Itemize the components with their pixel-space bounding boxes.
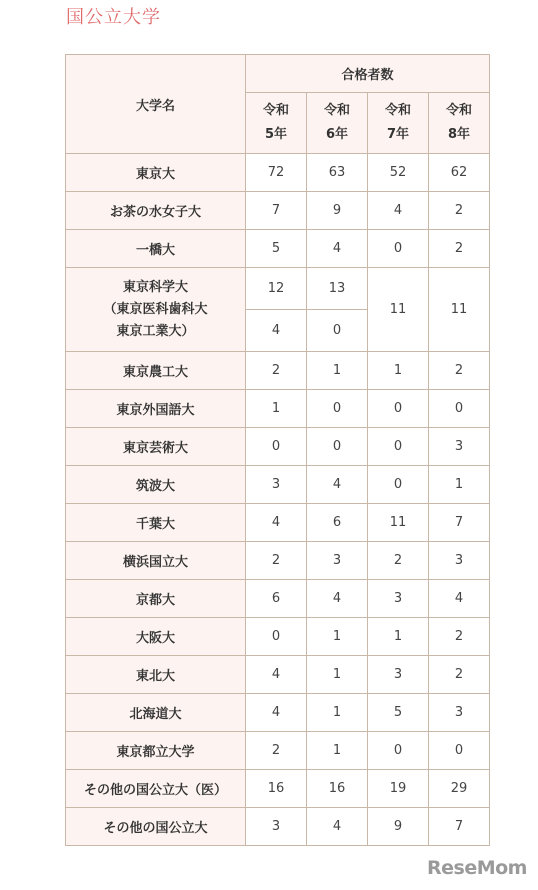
count-cell: 3: [429, 428, 490, 466]
count-cell: 3: [368, 656, 429, 694]
university-name: お茶の水女子大: [66, 192, 246, 230]
count-cell: 0: [368, 732, 429, 770]
count-cell: 0: [307, 310, 368, 352]
table-row: [66, 580, 490, 618]
university-name: 一橋大: [66, 230, 246, 268]
header-row: [66, 55, 490, 93]
table-row: [66, 504, 490, 542]
year-number: 5年: [264, 127, 288, 142]
university-name: 東北大: [66, 656, 246, 694]
count-cell: 3: [429, 542, 490, 580]
table-row: [66, 808, 490, 846]
count-cell: 29: [429, 770, 490, 808]
count-cell: 5: [368, 694, 429, 732]
count-cell: 12: [246, 268, 307, 310]
count-cell: 52: [368, 154, 429, 192]
university-name: 東京外国語大: [66, 390, 246, 428]
year-era: 令和: [262, 103, 289, 118]
count-cell: 0: [368, 230, 429, 268]
university-name: 筑波大: [66, 466, 246, 504]
count-cell: 1: [307, 732, 368, 770]
university-name-line: （東京医科歯科大: [103, 301, 208, 317]
year-era: 令和: [384, 103, 411, 118]
count-cell: 1: [307, 656, 368, 694]
header-pass-count: 合格者数: [246, 55, 490, 93]
count-cell: 11: [368, 504, 429, 542]
count-cell: 4: [246, 310, 307, 352]
count-cell: 7: [246, 192, 307, 230]
count-cell: 3: [246, 466, 307, 504]
count-cell: 2: [429, 656, 490, 694]
count-cell: 2: [368, 542, 429, 580]
university-name: その他の国公立大（医）: [66, 770, 246, 808]
count-cell: 9: [368, 808, 429, 846]
count-cell: 0: [246, 428, 307, 466]
header-year: [246, 93, 307, 154]
header-university: 大学名: [66, 55, 246, 154]
university-name-line: 東京工業大）: [116, 323, 195, 339]
table-row: [66, 192, 490, 230]
year-number: 7年: [386, 127, 410, 142]
resemom-logo: ReseMom: [427, 857, 527, 879]
table-row: [66, 694, 490, 732]
count-cell: 4: [246, 656, 307, 694]
count-cell: 19: [368, 770, 429, 808]
count-cell: 2: [429, 352, 490, 390]
count-cell: 16: [307, 770, 368, 808]
university-name-line: 東京科学大: [122, 279, 188, 295]
count-cell: 63: [307, 154, 368, 192]
count-cell: 0: [307, 428, 368, 466]
count-cell: 4: [246, 694, 307, 732]
university-name: 東京都立大学: [66, 732, 246, 770]
count-cell: 4: [307, 808, 368, 846]
table-row: [66, 732, 490, 770]
year-number: 6年: [325, 127, 349, 142]
count-cell: 0: [307, 390, 368, 428]
count-cell: 3: [246, 808, 307, 846]
count-cell: 3: [429, 694, 490, 732]
count-cell: 6: [246, 580, 307, 618]
count-cell: 0: [246, 618, 307, 656]
count-cell: 11: [429, 268, 490, 352]
header-year: [368, 93, 429, 154]
table-row: [66, 542, 490, 580]
university-name: 東京農工大: [66, 352, 246, 390]
count-cell: 2: [429, 618, 490, 656]
table-row-merged-top: [66, 268, 490, 310]
results-table: [65, 54, 490, 846]
count-cell: 6: [307, 504, 368, 542]
count-cell: 2: [246, 732, 307, 770]
count-cell: 3: [307, 542, 368, 580]
table-row: [66, 428, 490, 466]
table-row: [66, 618, 490, 656]
count-cell: 2: [246, 542, 307, 580]
count-cell: 1: [307, 352, 368, 390]
count-cell: 7: [429, 504, 490, 542]
table-row: [66, 352, 490, 390]
count-cell: 4: [429, 580, 490, 618]
count-cell: 2: [429, 192, 490, 230]
count-cell: 1: [368, 618, 429, 656]
university-name: 横浜国立大: [66, 542, 246, 580]
university-name: 京都大: [66, 580, 246, 618]
university-name-merged: [66, 268, 246, 352]
table-row: [66, 770, 490, 808]
count-cell: 0: [368, 390, 429, 428]
count-cell: 16: [246, 770, 307, 808]
count-cell: 5: [246, 230, 307, 268]
table-row: [66, 154, 490, 192]
count-cell: 0: [368, 428, 429, 466]
table-row: [66, 466, 490, 504]
count-cell: 4: [307, 580, 368, 618]
count-cell: 4: [307, 230, 368, 268]
section-title: 国公立大学: [66, 7, 161, 28]
count-cell: 1: [429, 466, 490, 504]
university-name: 北海道大: [66, 694, 246, 732]
count-cell: 2: [246, 352, 307, 390]
table-row: [66, 230, 490, 268]
count-cell: 0: [429, 732, 490, 770]
header-year: [429, 93, 490, 154]
count-cell: 4: [246, 504, 307, 542]
count-cell: 1: [246, 390, 307, 428]
year-era: 令和: [446, 103, 473, 118]
count-cell: 4: [368, 192, 429, 230]
count-cell: 0: [368, 466, 429, 504]
count-cell: 11: [368, 268, 429, 352]
count-cell: 13: [307, 268, 368, 310]
count-cell: 1: [307, 618, 368, 656]
count-cell: 9: [307, 192, 368, 230]
count-cell: 72: [246, 154, 307, 192]
university-name: その他の国公立大: [66, 808, 246, 846]
header-year: [307, 93, 368, 154]
year-era: 令和: [323, 103, 350, 118]
university-name: 千葉大: [66, 504, 246, 542]
count-cell: 1: [368, 352, 429, 390]
university-name: 東京大: [66, 154, 246, 192]
university-name: 大阪大: [66, 618, 246, 656]
count-cell: 1: [307, 694, 368, 732]
table-row: [66, 390, 490, 428]
table-row: [66, 656, 490, 694]
count-cell: 2: [429, 230, 490, 268]
count-cell: 4: [307, 466, 368, 504]
year-number: 8年: [447, 127, 471, 142]
count-cell: 0: [429, 390, 490, 428]
count-cell: 7: [429, 808, 490, 846]
count-cell: 3: [368, 580, 429, 618]
count-cell: 62: [429, 154, 490, 192]
university-name: 東京芸術大: [66, 428, 246, 466]
